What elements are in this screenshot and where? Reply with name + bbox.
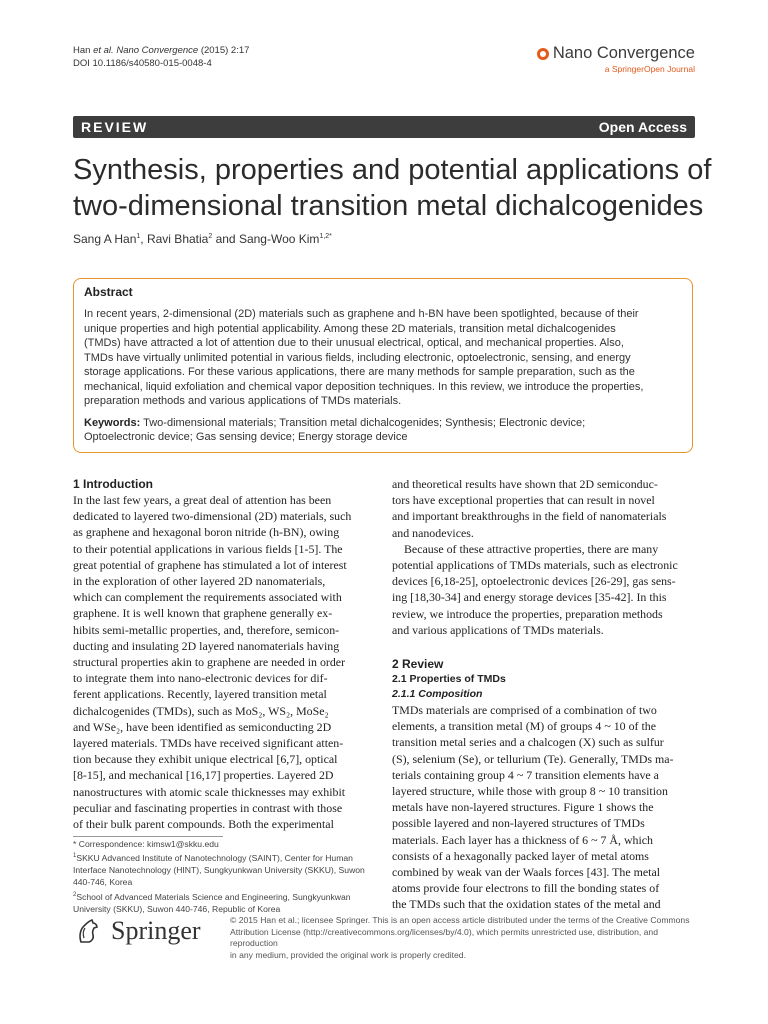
citation-header xyxy=(73,44,249,70)
abstract-text xyxy=(84,307,682,409)
text-line: (S), selenium (Se), or tellurium (Te). Generally, TMDs ma- xyxy=(392,751,674,766)
author-name[interactable]: Sang A Han xyxy=(73,232,137,246)
article-title xyxy=(73,152,713,224)
abstract-line: mechanical, liquid exfoliation and chemical vapor deposition techniques. In this review, we introduce the properties, xyxy=(84,380,644,393)
text-line: materials. Each layer has a thickness of 6 ~ 7 Å, which xyxy=(392,832,654,847)
right-column xyxy=(392,476,695,913)
journal-subtitle: a SpringerOpen Journal xyxy=(604,64,695,74)
text-line: nanostructures with atomic scale thicknesses may exhibit xyxy=(73,784,346,799)
text-line: devices [6,18-25], optoelectronic devices [26-29], gas sens- xyxy=(392,574,676,589)
citation-etal: et al. xyxy=(93,45,114,56)
text-line: to their potential applications in various fields [1-5]. The xyxy=(73,541,343,556)
title-line: Synthesis, properties and potential applications of xyxy=(73,154,712,186)
abstract-box xyxy=(73,278,693,453)
affiliation-line: School of Advanced Materials Science and Engineering, Sungkyunkwan xyxy=(76,891,351,902)
text-line: In the last few years, a great deal of attention has been xyxy=(73,493,332,507)
abstract-line: unique properties and high potential applicability. Among these 2D materials, transition metal dichalcogenides xyxy=(84,322,616,335)
author-name[interactable]: Sang-Woo Kim xyxy=(238,232,320,246)
text-line: of their bulk parent compounds. Both the experimental xyxy=(73,817,334,832)
license-text xyxy=(230,915,700,961)
title-line: two-dimensional transition metal dichalcogenides xyxy=(73,190,704,222)
text-line: layered structure, while those with group 8 ~ 10 transition xyxy=(392,784,668,799)
springer-horse-icon xyxy=(73,916,103,946)
license-line: in any medium, provided the original work is properly credited. xyxy=(230,949,466,960)
author-affiliation-sup: 1 xyxy=(136,233,141,240)
keywords-line: Two-dimensional materials; Transition metal dichalcogenides; Synthesis; Electronic device; xyxy=(143,416,586,429)
footnote-divider xyxy=(73,836,223,837)
text-line: in the exploration of other layered 2D nanomaterials, xyxy=(73,574,326,589)
section-heading-review: 2 Review xyxy=(392,657,444,672)
text-line: [8-15], and mechanical [16,17] properties. Layered 2D xyxy=(73,768,334,783)
text-line: elements, a transition metal (M) of groups 4 ~ 10 of the xyxy=(392,719,657,734)
affiliation-line: University (SKKU), Suwon 440-746, Republic of Korea xyxy=(73,903,281,914)
citation-authors: Han xyxy=(73,45,91,56)
affiliation-1 xyxy=(73,850,379,888)
subsection-heading: 2.1 Properties of TMDs xyxy=(392,673,506,686)
text-line: combined by weak van der Waals forces [43]. The metal xyxy=(392,865,661,880)
left-column xyxy=(73,476,375,832)
text-line: dedicated to layered two-dimensional (2D) materials, such xyxy=(73,509,352,524)
intro-paragraph-2 xyxy=(392,541,695,638)
abstract-line: TMDs have virtually unlimited potential in various fields, including electronic, optoelectronic, sensing, and energy xyxy=(84,351,631,364)
subsubsection-heading: 2.1.1 Composition xyxy=(392,688,483,701)
text-line: the TMDs such that the oxidation states of the metal and xyxy=(392,897,661,912)
text-line: and nanodevices. xyxy=(392,525,474,540)
author-list xyxy=(73,232,332,246)
keywords xyxy=(84,416,682,445)
abstract-line: storage applications. For these various applications, there are many methods for sample preparation, such as the xyxy=(84,366,635,378)
abstract-line: In recent years, 2-dimensional (2D) materials such as graphene and h-BN have been spotlighted, because of their xyxy=(84,308,639,320)
text-line: and WSe₂, have been identified as semiconducting 2D xyxy=(73,719,332,734)
affiliation-line: Interface Nanotechnology (HINT), Sungkyunkwan University (SKKU), Suwon xyxy=(73,865,365,876)
journal-name: Nano Convergence xyxy=(552,44,695,62)
correspondence-email[interactable]: * Correspondence: kimsw1@skku.edu xyxy=(73,839,219,849)
text-line: to integrate them into nano-electronic devices for dif- xyxy=(73,671,328,686)
text-line: ferent applications. Recently, layered transition metal xyxy=(73,687,327,702)
text-line: transition metal series and a chalcogen (X) such as sulfur xyxy=(392,735,664,750)
affiliation-line: SKKU Advanced Institute of Nanotechnology (SAINT), Center for Human xyxy=(76,853,353,864)
abstract-line: preparation methods and various applications of TMDs materials. xyxy=(84,395,402,407)
author-separator: and xyxy=(212,232,239,246)
text-line: metals have non-layered structures. Figure 1 shows the xyxy=(392,800,654,815)
intro-paragraph xyxy=(73,492,375,832)
springer-wordmark: Springer xyxy=(111,916,201,945)
license-line[interactable]: Attribution License (http://creativecommons.org/licenses/by/4.0), which permits unrestricted use, distribution, and reproduction xyxy=(230,926,658,948)
text-line: potential applications of TMDs materials, such as electronic xyxy=(392,558,678,573)
license-line: © 2015 Han et al.; licensee Springer. This is an open access article distributed under the terms of the Creative Commons xyxy=(230,915,690,925)
author-separator: , xyxy=(140,232,147,246)
journal-brand[interactable] xyxy=(537,44,695,74)
text-line: and various applications of TMDs materials. xyxy=(392,622,604,637)
text-line: consists of a hexagonally packed layer of metal atoms xyxy=(392,848,649,863)
section-heading-introduction: 1 Introduction xyxy=(73,477,153,491)
article-type-label: REVIEW xyxy=(81,119,149,135)
doi-link[interactable]: DOI 10.1186/s40580-015-0048-4 xyxy=(73,58,212,69)
text-line: ing [18,30-34] and energy storage devices [35-42]. In this xyxy=(392,590,667,605)
citation-volume: (2015) 2:17 xyxy=(200,45,250,56)
composition-paragraph xyxy=(392,702,695,913)
nano-convergence-logo-icon xyxy=(537,48,549,60)
abstract-line: (TMDs) have attracted a lot of attention due to their unusual electrical, optical, and mechanical properties. Also, xyxy=(84,337,624,349)
citation-line xyxy=(73,44,249,57)
affiliation-line: 440-746, Korea xyxy=(73,877,133,888)
text-line: graphene. It is well known that graphene generally ex- xyxy=(73,606,333,621)
text-line: as graphene and hexagonal boron nitride (h-BN), owing xyxy=(73,525,340,540)
text-line: TMDs materials are comprised of a combination of two xyxy=(392,703,657,718)
text-line: hibits semi-metallic properties, and, therefore, semicon- xyxy=(73,622,340,637)
text-line: terials containing group 4 ~ 7 transition elements have a xyxy=(392,767,659,782)
author-name[interactable]: Ravi Bhatia xyxy=(146,232,209,246)
article-type-banner xyxy=(73,116,695,138)
intro-continuation xyxy=(392,476,695,541)
keywords-label: Keywords: xyxy=(84,416,141,429)
text-line: tion because they exhibit unique electrical [6,7], optical xyxy=(73,752,338,767)
text-line: possible layered and non-layered structures of TMDs xyxy=(392,816,645,831)
text-line: atoms provide four electrons to fill the bonding states of xyxy=(392,881,660,896)
citation-journal: Nano Convergence xyxy=(116,45,199,56)
text-line: layered materials. TMDs have received significant atten- xyxy=(73,736,344,751)
text-line: and theoretical results have shown that 2D semiconduc- xyxy=(392,477,658,491)
text-line: peculiar and fascinating properties in contrast with those xyxy=(73,800,343,815)
text-line: which can complement the requirements associated with xyxy=(73,590,342,605)
text-line: review, we introduce the properties, preparation methods xyxy=(392,606,663,621)
abstract-heading: Abstract xyxy=(84,285,133,299)
springer-logo[interactable] xyxy=(73,916,201,946)
author-affiliation-sup: 1,2* xyxy=(319,233,332,240)
footnotes xyxy=(73,838,379,915)
author-affiliation-sup: 2 xyxy=(208,233,213,240)
text-line: and important breakthroughs in the field of nanomaterials xyxy=(392,509,667,524)
affiliation-sup: 1 xyxy=(73,853,77,860)
open-access-label: Open Access xyxy=(598,119,687,135)
keywords-line: Optoelectronic device; Gas sensing device; Energy storage device xyxy=(84,431,408,443)
affiliation-2 xyxy=(73,889,379,915)
text-line: ducting and insulating 2D layered nanomaterials having xyxy=(73,638,340,653)
text-line: Because of these attractive properties, there are many xyxy=(404,541,659,556)
text-line: structural properties akin to graphene are needed in order xyxy=(73,655,346,670)
text-line: great potential of graphene has stimulated a lot of interest xyxy=(73,557,347,572)
text-line: dichalcogenides (TMDs), such as MoS₂, WS₂, MoSe₂ xyxy=(73,703,329,718)
text-line: tors have exceptional properties that can result in novel xyxy=(392,493,655,508)
affiliation-sup: 2 xyxy=(73,891,77,898)
